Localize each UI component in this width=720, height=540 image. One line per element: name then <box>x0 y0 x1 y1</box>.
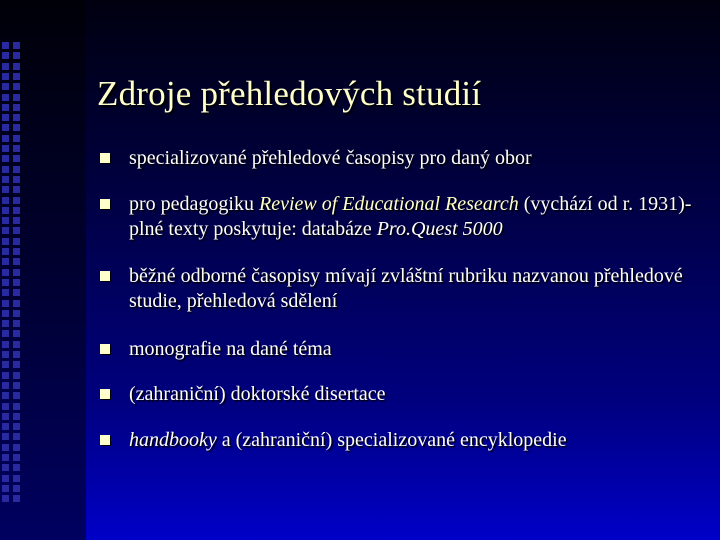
decorative-dot <box>13 269 20 276</box>
decorative-dot <box>13 485 20 492</box>
decorative-dot <box>2 145 9 152</box>
decorative-dot <box>13 279 20 286</box>
slide-title: Zdroje přehledových studií <box>97 74 482 113</box>
decorative-dot <box>13 454 20 461</box>
decorative-dot <box>13 83 20 90</box>
decorative-dot <box>13 166 20 173</box>
decorative-dot <box>13 52 20 59</box>
decorative-dot <box>2 227 9 234</box>
decorative-dot <box>13 351 20 358</box>
decorative-dot <box>13 289 20 296</box>
decorative-dot <box>2 454 9 461</box>
decorative-dot <box>13 94 20 101</box>
decorative-dot <box>13 361 20 368</box>
bullet-text: (zahraniční) doktorské disertace <box>129 383 386 405</box>
decorative-dot <box>2 217 9 224</box>
decorative-dot <box>2 269 9 276</box>
decorative-dot <box>2 413 9 420</box>
bullet-square-icon <box>100 271 110 281</box>
bullet-text-mid: (vychází od r. 1931)- plné texty poskytuje: databáze <box>129 193 692 240</box>
handbook-term: handbooky <box>129 429 217 451</box>
decorative-dot <box>13 217 20 224</box>
bullet-square-icon <box>100 344 110 354</box>
decorative-dot <box>2 197 9 204</box>
decorative-dot <box>13 42 20 49</box>
decorative-dot <box>13 464 20 471</box>
decorative-dot <box>2 289 9 296</box>
dotted-pattern <box>2 42 24 502</box>
decorative-dot <box>2 238 9 245</box>
decorative-dot <box>13 258 20 265</box>
decorative-dot <box>13 392 20 399</box>
decorative-dot <box>2 475 9 482</box>
decorative-dot <box>13 104 20 111</box>
database-name: Pro.Quest 5000 <box>376 218 503 240</box>
decorative-dot <box>2 42 9 49</box>
decorative-dot <box>2 361 9 368</box>
decorative-dot <box>13 475 20 482</box>
decorative-dot <box>13 73 20 80</box>
decorative-dot <box>2 186 9 193</box>
decorative-dot <box>2 382 9 389</box>
decorative-dot <box>13 186 20 193</box>
decorative-dot <box>13 114 20 121</box>
decorative-dot <box>2 433 9 440</box>
decorative-dot <box>2 310 9 317</box>
decorative-dot <box>2 300 9 307</box>
decorative-dot <box>13 320 20 327</box>
decorative-dot <box>13 372 20 379</box>
bullet-square-icon <box>100 435 110 445</box>
decorative-dot <box>13 403 20 410</box>
decorative-dot <box>13 238 20 245</box>
decorative-dot <box>2 330 9 337</box>
decorative-dot <box>13 341 20 348</box>
bullet-text: monografie na dané téma <box>129 338 332 360</box>
decorative-dot <box>2 279 9 286</box>
decorative-dot <box>2 464 9 471</box>
decorative-dot <box>2 403 9 410</box>
bullet-text: specializované přehledové časopisy pro daný obor <box>129 147 532 169</box>
decorative-dot <box>13 310 20 317</box>
decorative-dot <box>2 372 9 379</box>
decorative-dot <box>13 135 20 142</box>
decorative-dot <box>2 176 9 183</box>
decorative-dot <box>2 73 9 80</box>
decorative-dot <box>2 94 9 101</box>
decorative-dot <box>2 124 9 131</box>
decorative-dot <box>2 495 9 502</box>
bullet-text <box>129 192 699 242</box>
decorative-dot <box>13 330 20 337</box>
decorative-dot <box>13 197 20 204</box>
decorative-dot <box>2 320 9 327</box>
left-decorative-band <box>0 0 86 540</box>
decorative-dot <box>2 351 9 358</box>
decorative-dot <box>2 135 9 142</box>
decorative-dot <box>13 495 20 502</box>
decorative-dot <box>2 341 9 348</box>
bullet-text: běžné odborné časopisy mívají zvláštní rubriku nazvanou přehledové studie, přehledová sdělení <box>129 265 683 312</box>
decorative-dot <box>13 444 20 451</box>
decorative-dot <box>13 423 20 430</box>
bullet-text-post: a (zahraniční) specializované encyklopedie <box>216 429 567 451</box>
decorative-dot <box>2 444 9 451</box>
decorative-dot <box>2 392 9 399</box>
decorative-dot <box>13 207 20 214</box>
decorative-dot <box>13 227 20 234</box>
decorative-dot <box>13 176 20 183</box>
decorative-dot <box>2 114 9 121</box>
bullet-square-icon <box>100 389 110 399</box>
decorative-dot <box>13 63 20 70</box>
decorative-dot <box>2 104 9 111</box>
decorative-dot <box>2 423 9 430</box>
decorative-dot <box>13 433 20 440</box>
decorative-dot <box>13 124 20 131</box>
decorative-dot <box>2 207 9 214</box>
decorative-dot <box>2 83 9 90</box>
decorative-dot <box>2 248 9 255</box>
decorative-dot <box>2 63 9 70</box>
bullet-text <box>129 428 699 453</box>
decorative-dot <box>13 248 20 255</box>
decorative-dot <box>2 485 9 492</box>
bullet-text-pre: pro pedagogiku <box>129 193 259 215</box>
decorative-dot <box>13 145 20 152</box>
decorative-dot <box>2 166 9 173</box>
decorative-dot <box>13 155 20 162</box>
bullet-square-icon <box>100 153 110 163</box>
decorative-dot <box>2 155 9 162</box>
decorative-dot <box>2 52 9 59</box>
journal-title: Review of Educational Research <box>258 193 519 215</box>
decorative-dot <box>13 300 20 307</box>
decorative-dot <box>13 413 20 420</box>
decorative-dot <box>13 382 20 389</box>
bullet-square-icon <box>100 199 110 209</box>
decorative-dot <box>2 258 9 265</box>
